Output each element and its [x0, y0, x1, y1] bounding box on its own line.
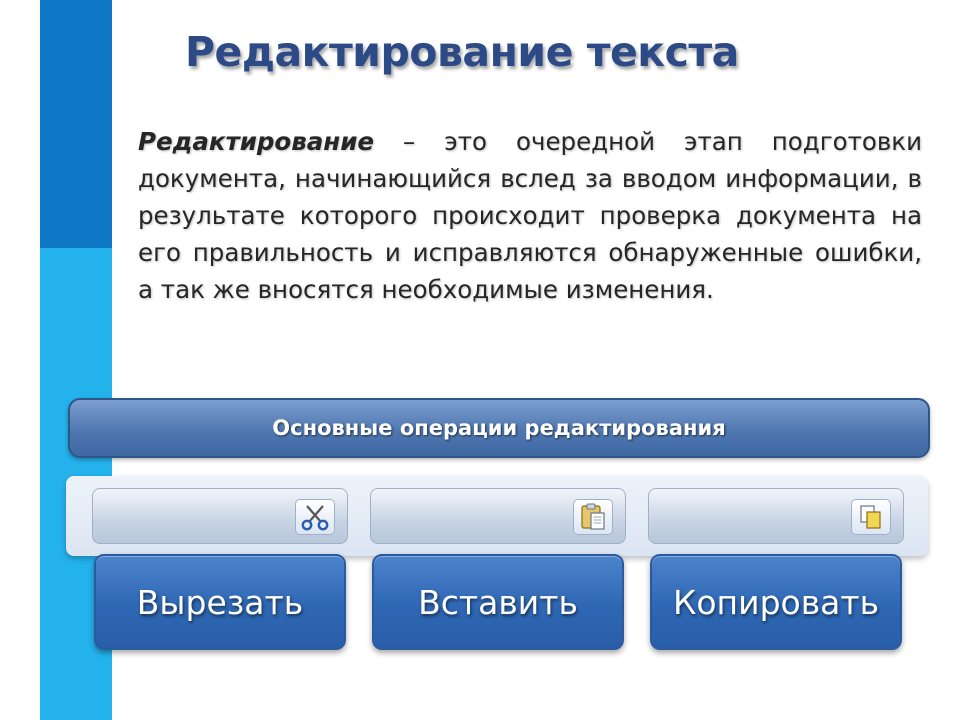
- side-stripe-dark: [40, 0, 112, 248]
- definition-term: Редактирование: [138, 127, 375, 156]
- operations-header: [68, 398, 930, 458]
- copy-button[interactable]: [650, 554, 902, 650]
- definition-paragraph: [138, 123, 922, 308]
- cut-toolbar-button[interactable]: [92, 488, 348, 544]
- paste-toolbar-button[interactable]: [370, 488, 626, 544]
- copy-toolbar-button[interactable]: [648, 488, 904, 544]
- paste-icon[interactable]: [573, 499, 613, 535]
- page-title: Редактирование текста: [185, 28, 739, 76]
- paste-button[interactable]: [372, 554, 624, 650]
- cut-button[interactable]: [94, 554, 346, 650]
- definition-text: – это очередной этап подготовки документа, начинающийся вслед за вводом информации, в результате которого происходит проверка документа на его правильность и исправляются обнаруженные ошибки, а так же вносятся необходимые изменения.: [138, 127, 922, 304]
- copy-button-label: Копировать: [672, 582, 880, 622]
- copy-icon[interactable]: [851, 499, 891, 535]
- scissors-icon[interactable]: [295, 499, 335, 535]
- paste-button-label: Вставить: [418, 582, 578, 622]
- cut-button-label: Вырезать: [136, 582, 304, 622]
- operations-header-label: Основные операции редактирования: [272, 416, 726, 440]
